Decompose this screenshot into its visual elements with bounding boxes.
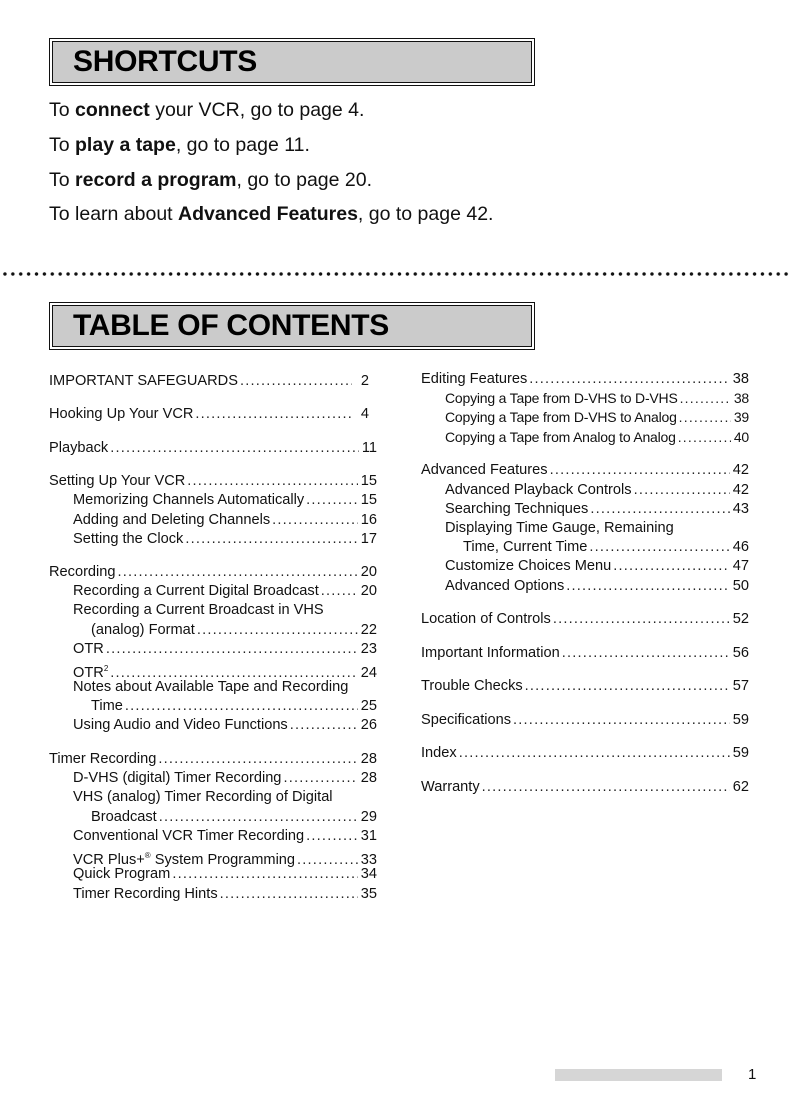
shortcut-keyword: play a tape <box>75 134 176 156</box>
dot-leader <box>125 697 358 716</box>
shortcuts-heading: SHORTCUTS <box>73 45 257 78</box>
toc-entry-trouble-checks[interactable] <box>421 677 749 696</box>
toc-page: 59 <box>732 745 749 761</box>
toc-page: 2 <box>360 373 369 389</box>
toc-label: Time, Current Time <box>463 539 588 555</box>
toc-entry-index[interactable] <box>421 744 749 763</box>
toc-heading: TABLE OF CONTENTS <box>73 309 389 342</box>
superscript: 2 <box>103 664 109 673</box>
toc-heading-box <box>49 302 535 350</box>
dot-leader <box>306 827 358 846</box>
toc-page: 38 <box>733 390 749 406</box>
toc-entry-time-gauge[interactable] <box>463 538 749 557</box>
toc-page: 59 <box>732 712 749 728</box>
dot-leader <box>306 491 358 510</box>
toc-entry-advanced-playback[interactable] <box>445 481 749 500</box>
dot-leader <box>283 769 357 788</box>
toc-entry-copy-dvhs-analog[interactable] <box>445 408 749 427</box>
toc-entry-conventional-timer[interactable] <box>73 827 377 846</box>
dot-leader <box>680 389 731 408</box>
toc-entry-quick-program[interactable] <box>73 865 377 884</box>
toc-entry-setting-up[interactable] <box>49 472 377 491</box>
dot-leader <box>290 716 358 735</box>
shortcut-text: , go to page 20. <box>236 169 373 191</box>
toc-label: Advanced Options <box>445 578 565 594</box>
toc-label: Broadcast <box>91 809 157 825</box>
toc-entry-dvhs-timer[interactable] <box>73 769 377 788</box>
toc-page: 31 <box>360 828 377 844</box>
dot-leader <box>106 640 358 659</box>
dot-leader <box>272 511 358 530</box>
toc-label: Trouble Checks <box>421 678 523 694</box>
dot-leader <box>220 885 358 904</box>
toc-entry-recording[interactable] <box>49 563 377 582</box>
toc-entry-customize-choices[interactable] <box>445 557 749 576</box>
dot-leader <box>562 644 730 663</box>
toc-label: Location of Controls <box>421 611 551 627</box>
toc-label: Copying a Tape from D-VHS to Analog <box>445 409 677 425</box>
toc-entry-recording-vhs[interactable] <box>91 621 377 640</box>
dot-leader <box>459 744 730 763</box>
page-number: 1 <box>748 1066 757 1083</box>
toc-entry-notes-tape[interactable] <box>91 697 377 716</box>
dot-leader <box>159 808 358 827</box>
toc-entry-setting-clock[interactable] <box>73 530 377 549</box>
toc-entry-recording-digital[interactable] <box>73 582 377 601</box>
toc-page: 34 <box>360 866 377 882</box>
toc-page: 20 <box>360 583 377 599</box>
toc-page: 52 <box>732 611 749 627</box>
dot-leader <box>634 481 730 500</box>
toc-page: 50 <box>732 578 749 594</box>
toc-entry-copy-dvhs-dvhs[interactable] <box>445 389 749 408</box>
toc-page: 43 <box>732 501 749 517</box>
dotted-separator <box>0 271 791 277</box>
toc-label: Using Audio and Video Functions <box>73 717 288 733</box>
dot-leader <box>590 500 729 519</box>
toc-label: Time <box>91 698 123 714</box>
toc-entry-safeguards[interactable] <box>49 372 369 391</box>
dot-leader <box>679 408 731 427</box>
toc-entry-warranty[interactable] <box>421 778 749 797</box>
dot-leader <box>550 461 730 480</box>
toc-label: Hooking Up Your VCR <box>49 406 194 422</box>
dot-leader <box>525 677 730 696</box>
toc-page: 28 <box>360 751 377 767</box>
toc-entry-hooking-up[interactable] <box>49 405 369 424</box>
toc-label: Index <box>421 745 457 761</box>
shortcut-text: , go to page 42. <box>357 203 494 225</box>
toc-label: Copying a Tape from D-VHS to D-VHS <box>445 390 678 406</box>
toc-page: 42 <box>732 462 749 478</box>
shortcut-text: your VCR, go to page 4. <box>149 99 365 121</box>
toc-page: 17 <box>360 531 377 547</box>
toc-page: 25 <box>360 698 377 714</box>
toc-entry-editing-features[interactable] <box>421 370 749 389</box>
toc-label: Searching Techniques <box>445 501 589 517</box>
toc-entry-memorizing-channels[interactable] <box>73 491 377 510</box>
dot-leader <box>529 370 729 389</box>
toc-label: Conventional VCR Timer Recording <box>73 828 305 844</box>
dot-leader <box>110 439 359 458</box>
toc-label: IMPORTANT SAFEGUARDS <box>49 373 238 389</box>
toc-entry-vhs-timer-line1[interactable]: VHS (analog) Timer Recording of Digital <box>73 789 333 805</box>
toc-entry-vhs-timer[interactable] <box>91 808 377 827</box>
dot-leader <box>240 372 352 391</box>
toc-label: Timer Recording <box>49 751 157 767</box>
shortcut-line-record <box>49 169 372 192</box>
dot-leader <box>195 405 352 424</box>
toc-entry-advanced-options[interactable] <box>445 577 749 596</box>
dot-leader <box>172 865 357 884</box>
toc-label-text: VCR Plus+ <box>73 852 145 868</box>
toc-page: 15 <box>360 492 377 508</box>
dot-leader <box>482 778 730 797</box>
dot-leader <box>321 582 358 601</box>
toc-page: 20 <box>360 564 377 580</box>
toc-label: Important Information <box>421 645 560 661</box>
toc-entry-timer-recording[interactable] <box>49 750 377 769</box>
toc-page: 62 <box>732 779 749 795</box>
toc-page: 22 <box>360 622 377 638</box>
toc-entry-copy-analog-analog[interactable] <box>445 428 749 447</box>
toc-entry-location-controls[interactable] <box>421 610 749 629</box>
dot-leader <box>118 563 358 582</box>
toc-label: (analog) Format <box>91 622 195 638</box>
shortcut-text: To <box>49 99 76 121</box>
toc-page: 15 <box>360 473 377 489</box>
dot-leader <box>566 577 730 596</box>
toc-entry-timer-hints[interactable] <box>73 885 377 904</box>
toc-label: Adding and Deleting Channels <box>73 512 271 528</box>
toc-label: Recording <box>49 564 116 580</box>
toc-page: 16 <box>360 512 377 528</box>
toc-entry-adding-channels[interactable] <box>73 511 377 530</box>
toc-label-text: OTR <box>73 665 104 681</box>
toc-page: 42 <box>732 482 749 498</box>
toc-entry-time-gauge-line1[interactable]: Displaying Time Gauge, Remaining <box>445 520 674 536</box>
toc-label: Setting Up Your VCR <box>49 473 186 489</box>
toc-entry-playback[interactable] <box>49 439 377 458</box>
shortcut-text: To <box>49 134 76 156</box>
shortcut-keyword: record a program <box>75 169 237 191</box>
toc-page: 33 <box>360 852 377 868</box>
dot-leader <box>158 750 357 769</box>
shortcut-line-connect <box>49 99 364 122</box>
toc-entry-audio-video[interactable] <box>73 716 377 735</box>
toc-page: 57 <box>732 678 749 694</box>
toc-label: Memorizing Channels Automatically <box>73 492 305 508</box>
toc-label: Playback <box>49 440 109 456</box>
toc-entry-otr[interactable] <box>73 640 377 659</box>
dot-leader <box>589 538 729 557</box>
toc-page: 11 <box>361 440 377 456</box>
toc-label: D-VHS (digital) Timer Recording <box>73 770 282 786</box>
toc-label: Advanced Playback Controls <box>445 482 632 498</box>
shortcut-keyword: Advanced Features <box>178 203 358 225</box>
shortcut-text: To <box>49 169 76 191</box>
toc-entry-specifications[interactable] <box>421 711 749 730</box>
shortcuts-heading-box <box>49 38 535 86</box>
shortcut-text: To learn about <box>49 203 179 225</box>
toc-page: 39 <box>733 409 749 425</box>
shortcut-line-advanced <box>49 203 493 226</box>
toc-label: Customize Choices Menu <box>445 558 612 574</box>
toc-page: 40 <box>733 429 749 445</box>
toc-page: 35 <box>360 886 377 902</box>
dot-leader <box>513 711 730 730</box>
toc-page: 28 <box>360 770 377 786</box>
shortcut-line-play <box>49 134 310 157</box>
dot-leader <box>613 557 729 576</box>
toc-label: OTR <box>73 641 104 657</box>
toc-label-text: System Programming <box>150 852 296 868</box>
dot-leader <box>185 530 357 549</box>
dot-leader <box>197 621 358 640</box>
toc-entry-searching[interactable] <box>445 500 749 519</box>
toc-label: Quick Program <box>73 866 171 882</box>
registered-mark: ® <box>144 851 151 860</box>
toc-page: 24 <box>360 665 377 681</box>
toc-page: 4 <box>360 406 369 422</box>
toc-label: Setting the Clock <box>73 531 184 547</box>
toc-label: Recording a Current Digital Broadcast <box>73 583 319 599</box>
toc-label: Advanced Features <box>421 462 548 478</box>
toc-label: Specifications <box>421 712 512 728</box>
toc-entry-notes-tape-line1[interactable]: Notes about Available Tape and Recording <box>73 679 349 695</box>
shortcut-keyword: connect <box>75 99 150 121</box>
toc-page: 56 <box>732 645 749 661</box>
toc-entry-recording-vhs-line1[interactable]: Recording a Current Broadcast in VHS <box>73 602 324 618</box>
toc-entry-important-information[interactable] <box>421 644 749 663</box>
shortcut-text: , go to page 11. <box>175 134 310 156</box>
footer-bar <box>555 1069 722 1081</box>
toc-entry-advanced-features[interactable] <box>421 461 749 480</box>
toc-label: Warranty <box>421 779 480 795</box>
dot-leader <box>678 428 731 447</box>
toc-page: 47 <box>732 558 749 574</box>
dot-leader <box>553 610 730 629</box>
toc-page: 23 <box>360 641 377 657</box>
toc-page: 46 <box>732 539 749 555</box>
dot-leader <box>187 472 357 491</box>
toc-label: Copying a Tape from Analog to Analog <box>445 429 676 445</box>
toc-label: Timer Recording Hints <box>73 886 218 902</box>
toc-page: 26 <box>360 717 377 733</box>
toc-page: 38 <box>732 371 749 387</box>
toc-page: 29 <box>360 809 377 825</box>
toc-label: Editing Features <box>421 371 528 387</box>
